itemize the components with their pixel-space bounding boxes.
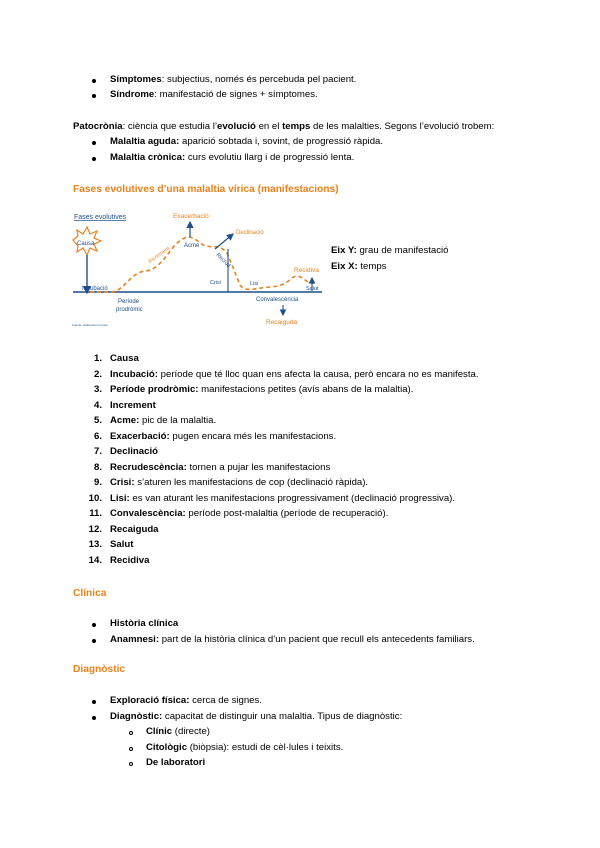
list-number: 10. [88,493,102,504]
list-number: 2. [93,369,102,380]
list-number: 3. [93,384,102,395]
axis-note-y: Eix Y: grau de manifestació [331,245,449,256]
list-number: 13. [88,539,102,550]
crisi-label: Crisi [210,280,221,286]
list-item: Crisi: s’aturen les manifestacions de cop (declinació ràpida). [110,477,369,488]
list-item: Diagnòstic: capacitat de distinguir una malaltia. Tipus de diagnòstic: [110,711,403,722]
bullet-dot [92,157,96,161]
list-subitem: De laboratori [146,757,206,768]
list-item: Recaiguda [110,524,159,535]
list-subitem: Clínic (directe) [146,726,210,737]
list-item: Símptomes: subjectius, només és percebuda pel pacient. [110,74,357,85]
list-item: Anamnesi: part de la història clínica d’un pacient que recull els antecedents familiars. [110,634,475,645]
axis-note-x: Eix X: temps [331,261,387,272]
list-item: Salut [110,539,134,550]
periode-label: Període [118,299,140,305]
list-item: Incubació: període que té lloc quan ens afecta la causa, però encara no es manifesta. [110,369,479,380]
list-item: Declinació [110,446,158,457]
recaiguda-label: Recaiguda [266,319,298,326]
list-subitem: Citològic (biòpsia): estudi de cèl·lules i teixits. [146,742,344,753]
patocronia-paragraph: Patocrònia: ciència que estudia l’evolució en el temps de les malalties. Segons l’evolució trobem: [73,121,495,132]
list-number: 11. [89,508,102,519]
increment-label: Increment [147,245,172,265]
list-number: 9. [93,477,102,488]
bullet-dot [92,716,96,720]
bullet-dot [92,141,96,145]
list-item: Acme: pic de la malaltia. [110,415,217,426]
lisi-label: Lisi [250,281,259,287]
bullet-dot [92,623,96,627]
declinacio-label: Declinació [236,230,264,236]
salut-label: Salut [306,286,319,292]
bullet-circle [129,731,133,735]
recidiva-label: Recidiva [294,267,319,274]
list-item: Síndrome: manifestació de signes + símptomes. [110,89,318,100]
list-number: 1. [93,353,102,364]
bullet-dot [92,700,96,704]
list-item: Increment [110,400,156,411]
list-item: Lisi: es van aturant les manifestacions progressivament (declinació progressiva). [110,493,456,504]
exacerbacio-label: Exacerbació [173,213,209,220]
list-item: Història clínica [110,618,179,629]
list-number: 7. [93,446,102,457]
bullet-dot [92,639,96,643]
list-item: Exacerbació: pugen encara més les manifestacions. [110,431,337,442]
list-number: 14. [88,555,102,566]
list-item: Convalescència: període post-malaltia (període de recuperació). [110,508,389,519]
list-item: Exploració física: cerca de signes. [110,695,262,706]
causa-label: Causa [77,241,95,247]
list-number: 8. [93,462,102,473]
figure-footnote: Fuente: elaboración propia [72,323,108,327]
list-item: Recrudescència: tornen a pujar les manifestacions [110,462,331,473]
section-heading-clinica: Clínica [73,588,107,599]
list-number: 6. [93,431,102,442]
section-heading-fases: Fases evolutives d’una malaltia vírica (manifestacions) [73,184,339,195]
fases-evolutives-diagram [70,205,322,329]
list-number: 5. [93,415,102,426]
list-item: Malaltia crònica: curs evolutiu llarg i de progressió lenta. [110,152,355,163]
list-item: Malaltia aguda: aparició sobtada i, sovint, de progressió ràpida. [110,136,384,147]
figure-title: Fases evolutives [74,214,127,221]
bullet-dot [92,94,96,98]
prodromic-label: prodròmic [116,307,143,313]
list-item: Recidiva [110,555,150,566]
bullet-circle [129,762,133,766]
recru-label: Recrud. [214,252,233,271]
acme-label: Acme [184,243,200,249]
list-number: 12. [88,524,102,535]
section-heading-diagnostic: Diagnòstic [73,664,126,675]
disease-curve [90,237,314,292]
convalescencia-label: Convalescència [256,297,299,303]
bullet-dot [92,79,96,83]
list-number: 4. [93,400,102,411]
list-item: Causa [110,353,139,364]
incubacio-label: Incubació [82,286,108,292]
bullet-circle [129,747,133,751]
list-item: Període prodròmic: manifestacions petites (avís abans de la malaltia). [110,384,414,395]
